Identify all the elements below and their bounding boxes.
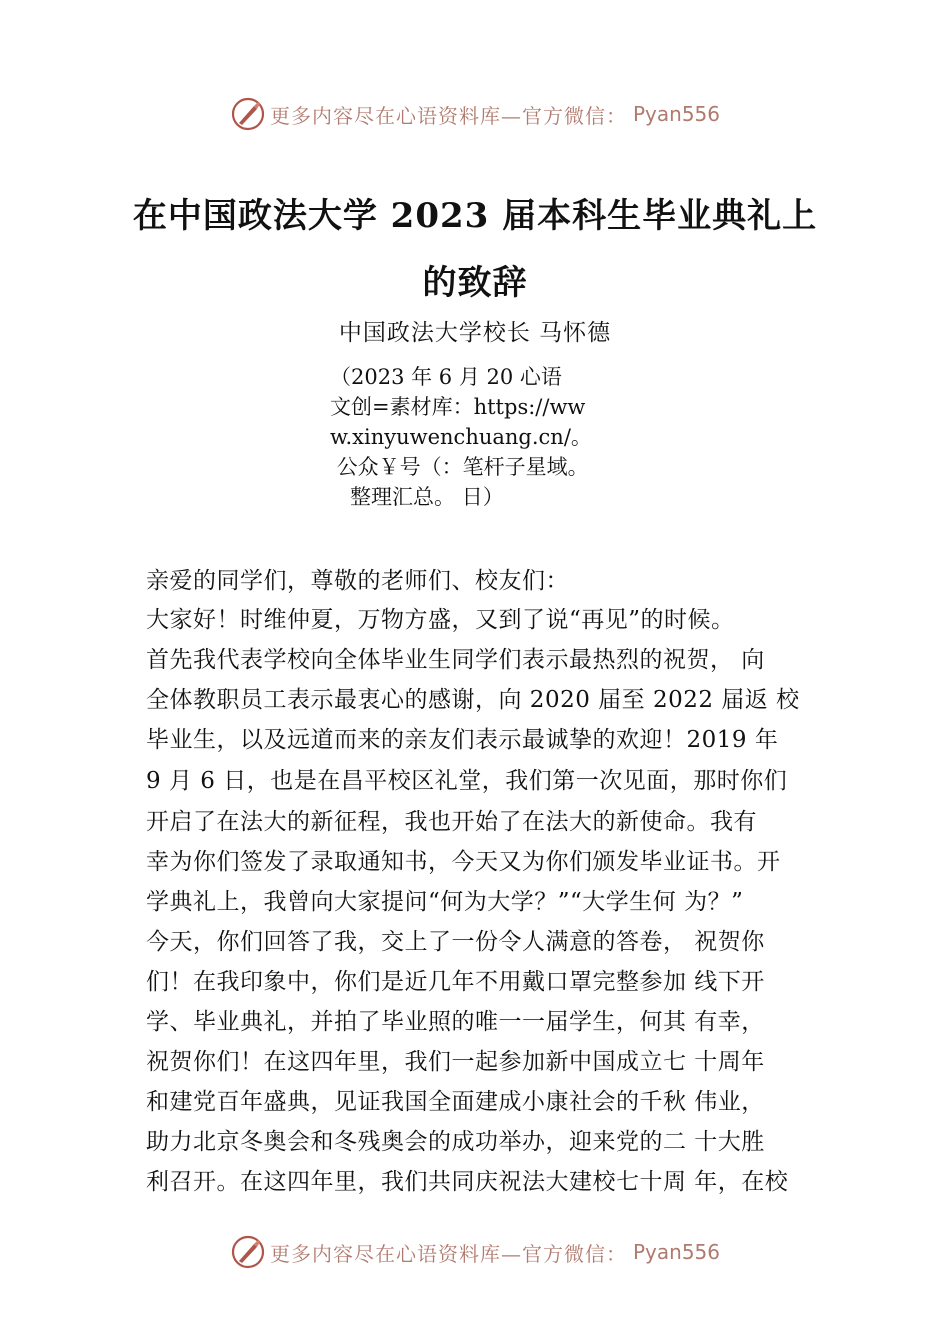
body-line: 学、毕业典礼，并拍了毕业照的唯一一届学生，何其 有幸，	[146, 1009, 765, 1035]
dateline-line: 整理汇总。 日）	[330, 485, 504, 509]
body-line: 开启了在法大的新征程，我也开始了在法大的新使命。我有	[146, 809, 757, 835]
banner-wechat-id: Pyan556	[632, 1240, 720, 1264]
banner-wechat-id: Pyan556	[632, 102, 720, 126]
body-line: 今天，你们回答了我，交上了一份令人满意的答卷， 祝贺你	[146, 929, 765, 955]
dateline-line: 公众￥号（：笔杆子星域。	[330, 455, 589, 479]
body-line: 和建党百年盛典，见证我国全面建成小康社会的千秋 伟业，	[146, 1089, 765, 1115]
banner-text: 更多内容尽在心语资料库—官方微信：	[269, 1241, 627, 1266]
body-line: 9 月 6 日，也是在昌平校区礼堂，我们第一次见面，那时你们	[146, 768, 788, 794]
body-line: 学典礼上，我曾向大家提问“何为大学？”“大学生何 为？”	[146, 889, 744, 915]
body-line: 首先我代表学校向全体毕业生同学们表示最热烈的祝贺， 向	[146, 647, 765, 673]
body-line: 们！在我印象中，你们是近几年不用戴口罩完整参加 线下开	[146, 969, 765, 995]
dateline-line: （2023 年 6 月 20 心语	[330, 365, 562, 389]
author-line: 中国政法大学校长 马怀德	[338, 320, 612, 346]
body-line: 大家好！时维仲夏，万物方盛，又到了说“再见”的时候。	[146, 607, 735, 633]
brush-logo-icon	[230, 96, 266, 132]
document-title-line-1: 在中国政法大学 2023 届本科生毕业典礼上	[132, 196, 818, 236]
body-line: 祝贺你们！在这四年里，我们一起参加新中国成立七 十周年	[146, 1049, 765, 1075]
body-line: 幸为你们签发了录取通知书，今天又为你们颁发毕业证书。开	[146, 849, 781, 875]
header-banner	[0, 94, 950, 134]
body-line: 全体教职员工表示最衷心的感谢，向 2020 届至 2022 届返 校	[146, 687, 800, 713]
dateline-line: 文创=素材库：https://ww	[330, 395, 586, 419]
body-line: 利召开。在这四年里，我们共同庆祝法大建校七十周 年，在校	[146, 1169, 789, 1195]
banner-text: 更多内容尽在心语资料库—官方微信：	[269, 103, 627, 128]
body-line: 毕业生，以及远道而来的亲友们表示最诚挚的欢迎！2019 年	[146, 727, 779, 753]
document-title-line-2: 的致辞	[422, 263, 528, 303]
brush-logo-icon	[230, 1234, 266, 1270]
dateline-line: w.xinyuwenchuang.cn/。	[330, 425, 592, 449]
footer-banner	[0, 1232, 950, 1272]
body-line: 助力北京冬奥会和冬残奥会的成功举办，迎来党的二 十大胜	[146, 1129, 765, 1155]
body-line: 亲爱的同学们，尊敬的老师们、校友们：	[146, 568, 569, 594]
